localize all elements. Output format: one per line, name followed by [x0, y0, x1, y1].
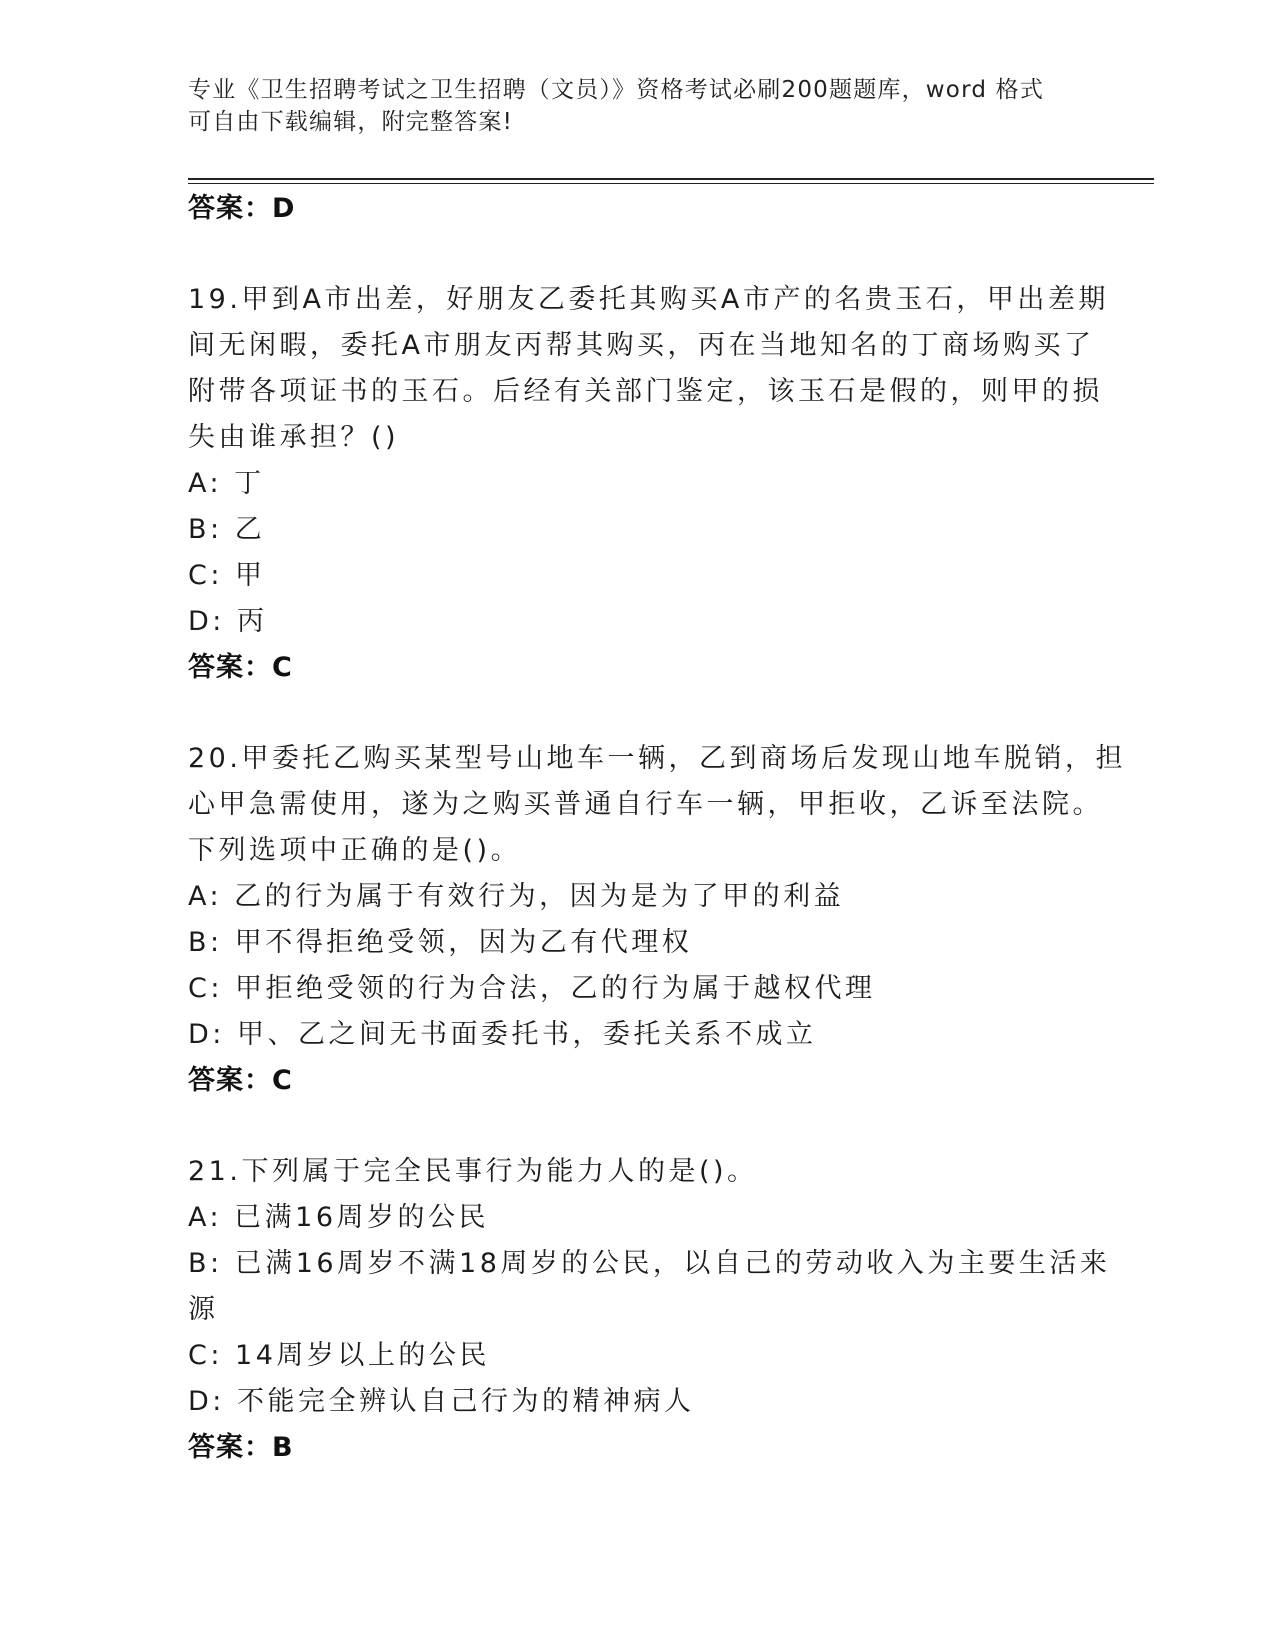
- stem-line: 失由谁承担？(): [188, 422, 400, 453]
- option-c: C: 甲拒绝受领的行为合法，乙的行为属于越权代理: [188, 973, 876, 1004]
- question-block: [188, 277, 1109, 691]
- stem-line: 心甲急需使用，遂为之购买普通自行车一辆，甲拒收，乙诉至法院。: [188, 789, 1103, 820]
- option-b: B: 乙: [188, 514, 266, 545]
- option-b: B: 已满16周岁不满18周岁的公民，以自己的劳动收入为主要生活来: [188, 1248, 1111, 1279]
- question-stem: [188, 277, 1109, 461]
- question-stem: [188, 1149, 1088, 1195]
- header-divider-thin: [188, 183, 1154, 184]
- option-d: D: 不能完全辨认自己行为的精神病人: [188, 1386, 695, 1417]
- option-a: A: 已满16周岁的公民: [188, 1202, 490, 1233]
- option-b: B: 甲不得拒绝受领，因为乙有代理权: [188, 927, 693, 958]
- spacer: [188, 1104, 1088, 1149]
- stem-line: 下列选项中正确的是()。: [188, 835, 522, 866]
- header-title-line-1: 专业《卫生招聘考试之卫生招聘（文员）》资格考试必刷200题题库，word 格式: [188, 77, 1045, 103]
- option-a: A: 丁: [188, 468, 265, 499]
- option-b-continued: 源: [188, 1294, 219, 1325]
- stem-line: 附带各项证书的玉石。后经有关部门鉴定，该玉石是假的，则甲的损: [188, 376, 1103, 407]
- stem-line: 20.甲委托乙购买某型号山地车一辆，乙到商场后发现山地车脱销，担: [188, 743, 1126, 774]
- answer-line: 答案：C: [188, 652, 293, 683]
- option-d: D: 甲、乙之间无书面委托书，委托关系不成立: [188, 1019, 817, 1050]
- stem-line: 间无闲暇，委托A市朋友丙帮其购买，丙在当地知名的丁商场购买了: [188, 330, 1095, 361]
- option-d: D: 丙: [188, 606, 268, 637]
- answer-line: 答案：D: [188, 193, 296, 224]
- spacer: [188, 232, 1088, 277]
- answer-line: 答案：B: [188, 1432, 294, 1463]
- spacer: [188, 691, 1088, 736]
- header-title-line-2: 可自由下载编辑，附完整答案!: [188, 109, 514, 135]
- option-c: C: 甲: [188, 560, 266, 591]
- option-c: C: 14周岁以上的公民: [188, 1340, 490, 1371]
- stem-line: 19.甲到A市出差，好朋友乙委托其购买A市产的名贵玉石，甲出差期: [188, 284, 1109, 315]
- question-block: [188, 1149, 1111, 1471]
- header-divider: [188, 178, 1154, 180]
- question-block: [188, 736, 1126, 1104]
- page-header: [188, 74, 1088, 138]
- answer-line: 答案：C: [188, 1065, 293, 1096]
- option-a: A: 乙的行为属于有效行为，因为是为了甲的利益: [188, 881, 845, 912]
- stem-line: 21.下列属于完全民事行为能力人的是()。: [188, 1156, 758, 1187]
- document-body: [188, 186, 1126, 1471]
- question-stem: [188, 736, 1126, 874]
